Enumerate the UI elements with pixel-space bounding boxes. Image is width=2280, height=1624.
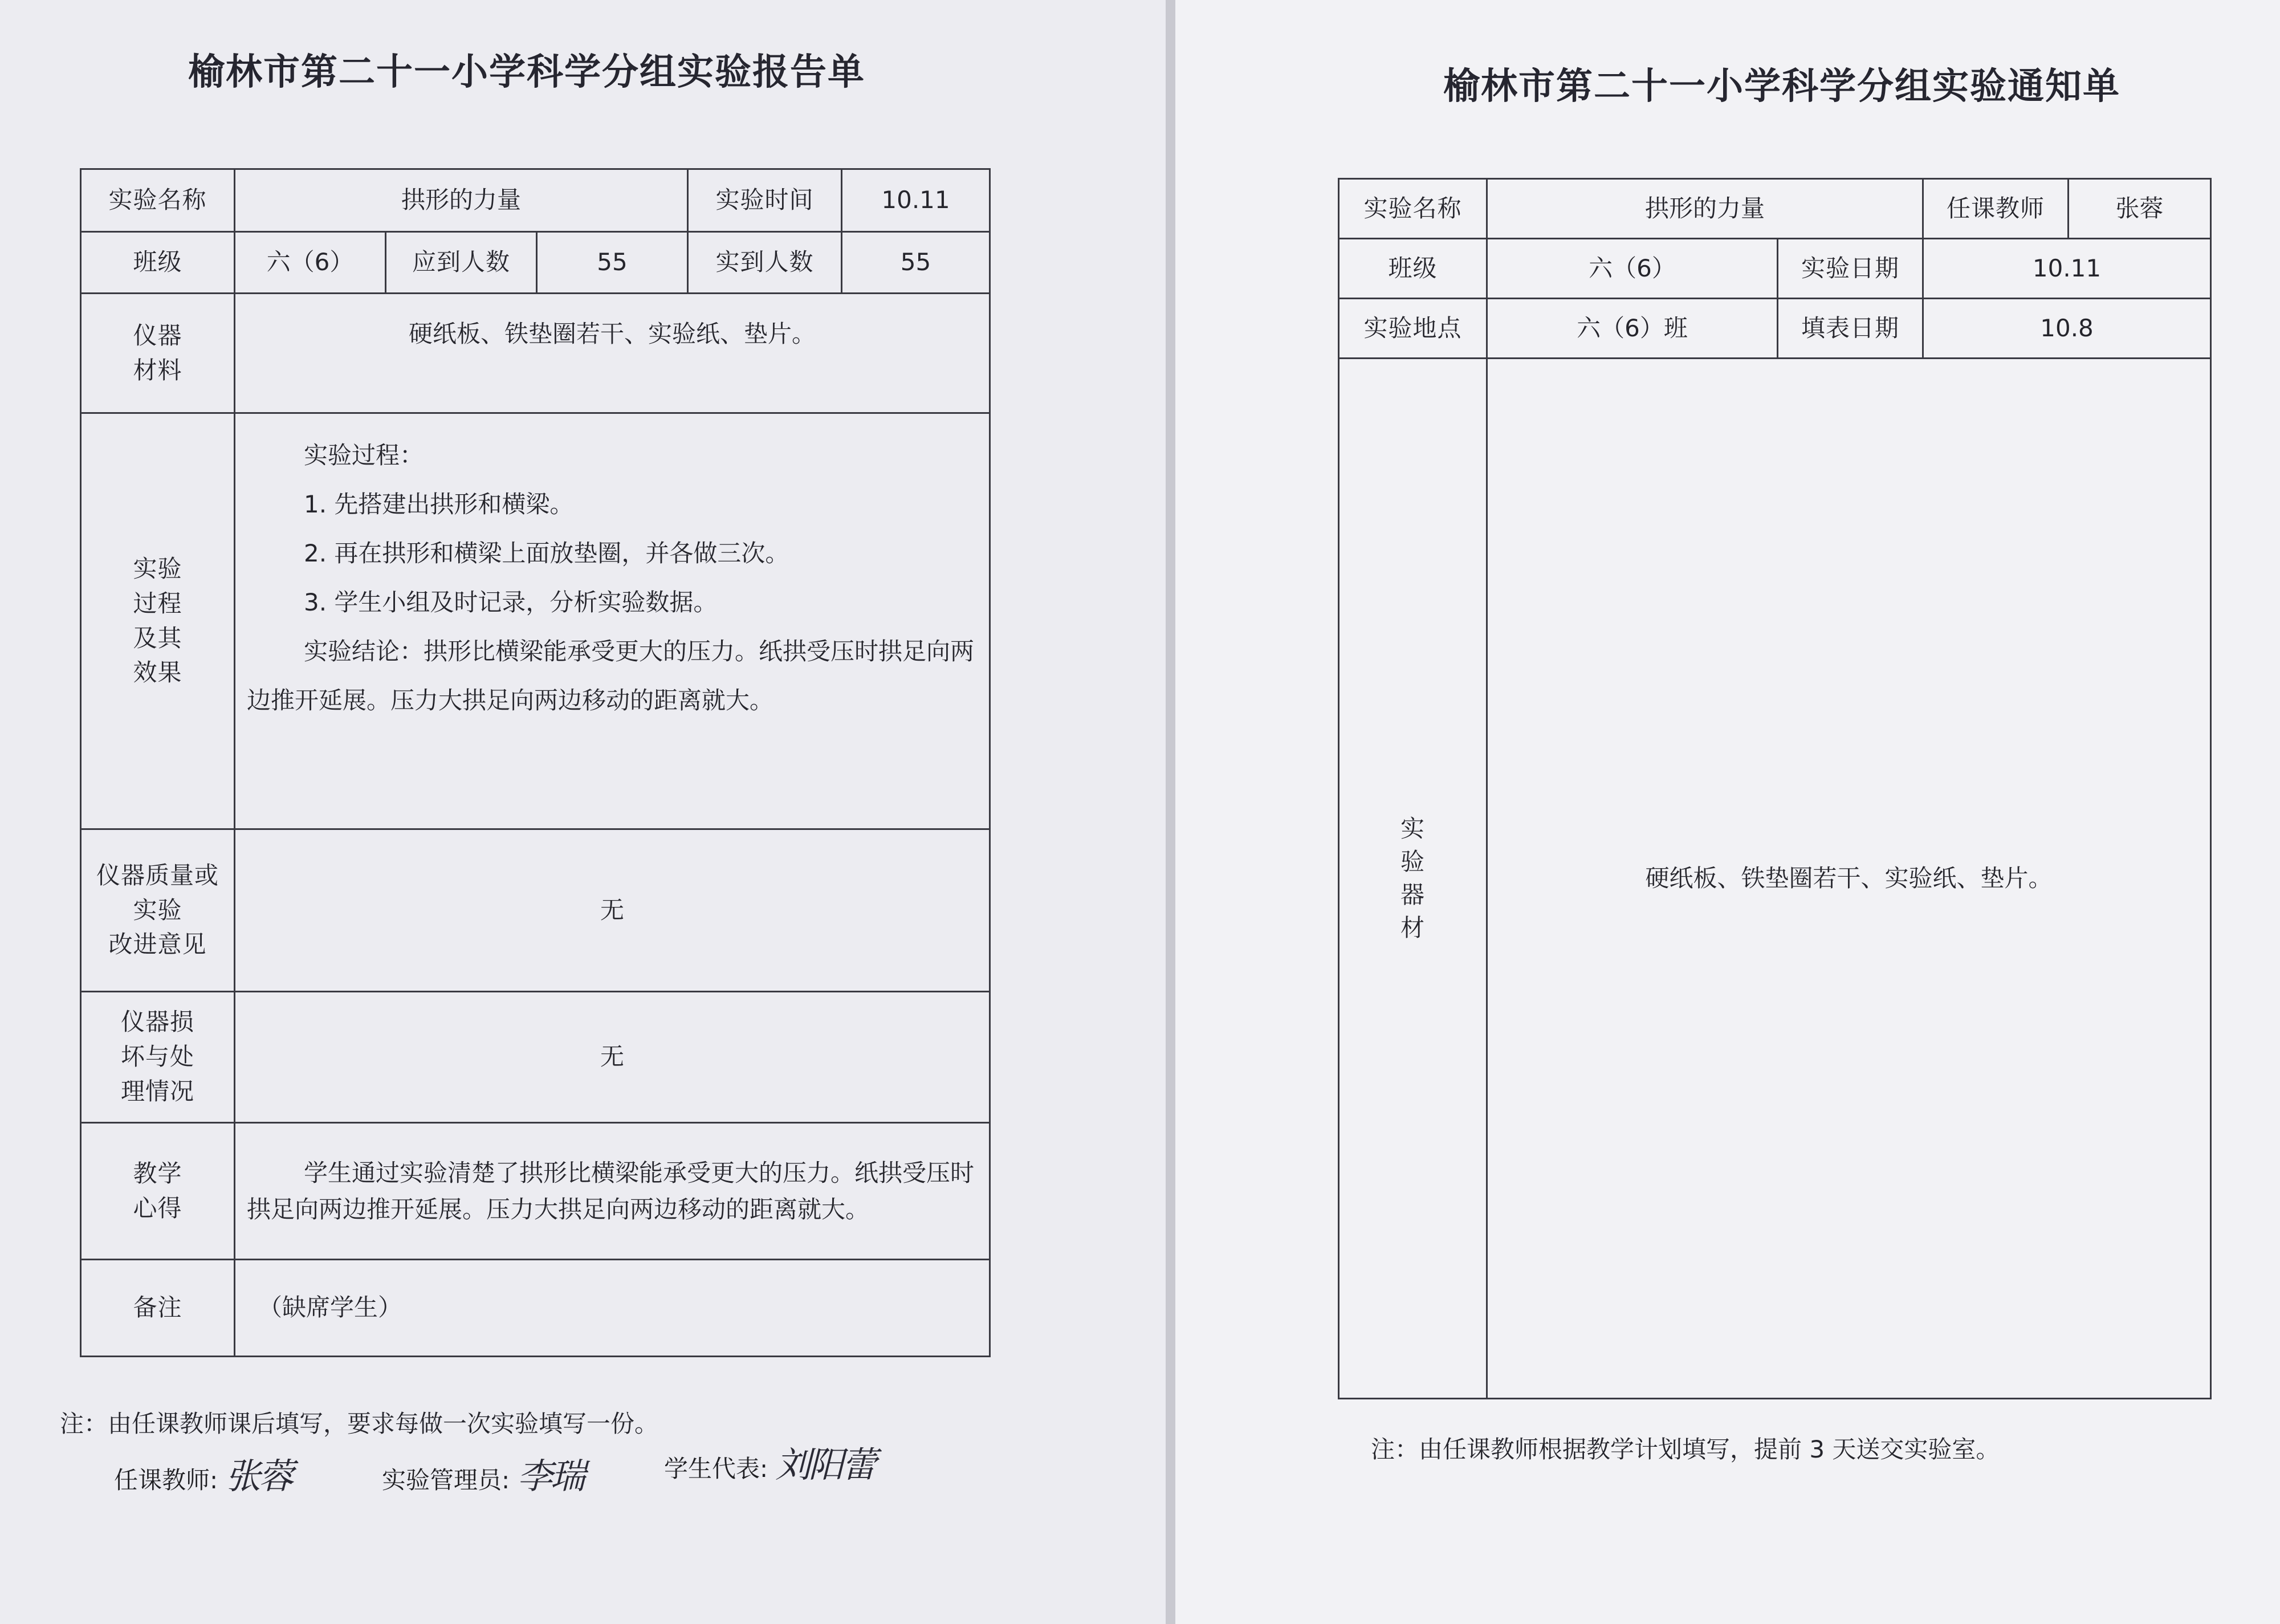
notice-row-name bbox=[1339, 179, 2211, 239]
admin-signature-label: 实验管理员: bbox=[382, 1466, 510, 1494]
reflection-label: 教学 心得 bbox=[81, 1123, 235, 1260]
actual-count-label: 实到人数 bbox=[688, 232, 842, 294]
experiment-name-label: 实验名称 bbox=[81, 169, 235, 232]
process-content bbox=[235, 413, 990, 829]
expected-count-label: 应到人数 bbox=[386, 232, 537, 294]
notice-place-label: 实验地点 bbox=[1339, 299, 1487, 359]
report-row-materials bbox=[81, 294, 990, 413]
teacher-signature-row bbox=[114, 1448, 292, 1499]
process-step: 2. 再在拱形和横梁上面放垫圈，并各做三次。 bbox=[304, 539, 789, 567]
notice-row-equipment bbox=[1339, 359, 2211, 1399]
process-conclusion: 实验结论：拱形比横梁能承受更大的压力。纸拱受压时拱足向两边推开延展。压力大拱足向两边移动的距离就大。 bbox=[247, 637, 975, 714]
process-heading: 实验过程： bbox=[304, 441, 424, 469]
experiment-time-value: 10.11 bbox=[842, 169, 990, 232]
report-table bbox=[80, 168, 991, 1357]
admin-signature: 李瑞 bbox=[517, 1455, 584, 1497]
expected-count-value: 55 bbox=[537, 232, 688, 294]
remarks-value: （缺席学生） bbox=[235, 1260, 990, 1357]
equipment-value: 硬纸板、铁垫圈若干、实验纸、垫片。 bbox=[1487, 359, 2211, 1399]
notice-fill-date-label: 填表日期 bbox=[1778, 299, 1923, 359]
student-signature: 刘阳蕾 bbox=[775, 1444, 875, 1485]
report-row-quality bbox=[81, 829, 990, 992]
equipment-label: 实 验 器 材 bbox=[1339, 359, 1487, 1399]
class-label: 班级 bbox=[81, 232, 235, 294]
damage-label: 仪器损 坏与处 理情况 bbox=[81, 992, 235, 1123]
teacher-signature: 张蓉 bbox=[225, 1455, 292, 1497]
reflection-value: 学生通过实验清楚了拱形比横梁能承受更大的压力。纸拱受压时拱足向两边推开延展。压力大拱足向两边移动的距离就大。 bbox=[247, 1158, 975, 1223]
notice-fill-date-value: 10.8 bbox=[1923, 299, 2211, 359]
notice-note: 注：由任课教师根据教学计划填写，提前 3 天送交实验室。 bbox=[1371, 1435, 2000, 1463]
notice-date-value: 10.11 bbox=[1923, 239, 2211, 299]
notice-class-value: 六（6） bbox=[1487, 239, 1778, 299]
materials-value: 硬纸板、铁垫圈若干、实验纸、垫片。 bbox=[235, 294, 990, 413]
notice-title: 榆林市第二十一小学科学分组实验通知单 bbox=[1443, 66, 2120, 108]
notice-place-value: 六（6）班 bbox=[1487, 299, 1778, 359]
quality-label: 仪器质量或 实验 改进意见 bbox=[81, 829, 235, 992]
sheet-gap bbox=[1166, 0, 1175, 1624]
actual-count-value: 55 bbox=[842, 232, 990, 294]
notice-row-place bbox=[1339, 299, 2211, 359]
process-step: 1. 先搭建出拱形和横梁。 bbox=[304, 490, 574, 518]
damage-value: 无 bbox=[235, 992, 990, 1123]
report-row-class bbox=[81, 232, 990, 294]
notice-date-label: 实验日期 bbox=[1778, 239, 1923, 299]
materials-label: 仪器 材料 bbox=[81, 294, 235, 413]
notice-class-label: 班级 bbox=[1339, 239, 1487, 299]
report-row-reflection bbox=[81, 1123, 990, 1260]
quality-value: 无 bbox=[235, 829, 990, 992]
process-step: 3. 学生小组及时记录，分析实验数据。 bbox=[304, 588, 718, 616]
report-note: 注：由任课教师课后填写，要求每做一次实验填写一份。 bbox=[60, 1410, 659, 1438]
remarks-label: 备注 bbox=[81, 1260, 235, 1357]
report-row-process bbox=[81, 413, 990, 829]
report-row-damage bbox=[81, 992, 990, 1123]
student-signature-row bbox=[664, 1436, 875, 1487]
notice-row-class bbox=[1339, 239, 2211, 299]
report-title: 榆林市第二十一小学科学分组实验报告单 bbox=[188, 51, 865, 93]
experiment-time-label: 实验时间 bbox=[688, 169, 842, 232]
notice-teacher-value: 张蓉 bbox=[2069, 179, 2211, 239]
experiment-name-value: 拱形的力量 bbox=[235, 169, 688, 232]
notice-table bbox=[1338, 178, 2212, 1399]
process-label: 实验 过程 及其 效果 bbox=[81, 413, 235, 829]
class-value: 六（6） bbox=[235, 232, 386, 294]
notice-name-value: 拱形的力量 bbox=[1487, 179, 1923, 239]
notice-teacher-label: 任课教师 bbox=[1923, 179, 2069, 239]
student-signature-label: 学生代表: bbox=[664, 1455, 768, 1483]
teacher-signature-label: 任课教师: bbox=[114, 1466, 218, 1494]
admin-signature-row bbox=[382, 1448, 584, 1499]
report-row-name bbox=[81, 169, 990, 232]
report-row-remarks bbox=[81, 1260, 990, 1357]
notice-sheet bbox=[1175, 0, 2280, 1624]
notice-name-label: 实验名称 bbox=[1339, 179, 1487, 239]
